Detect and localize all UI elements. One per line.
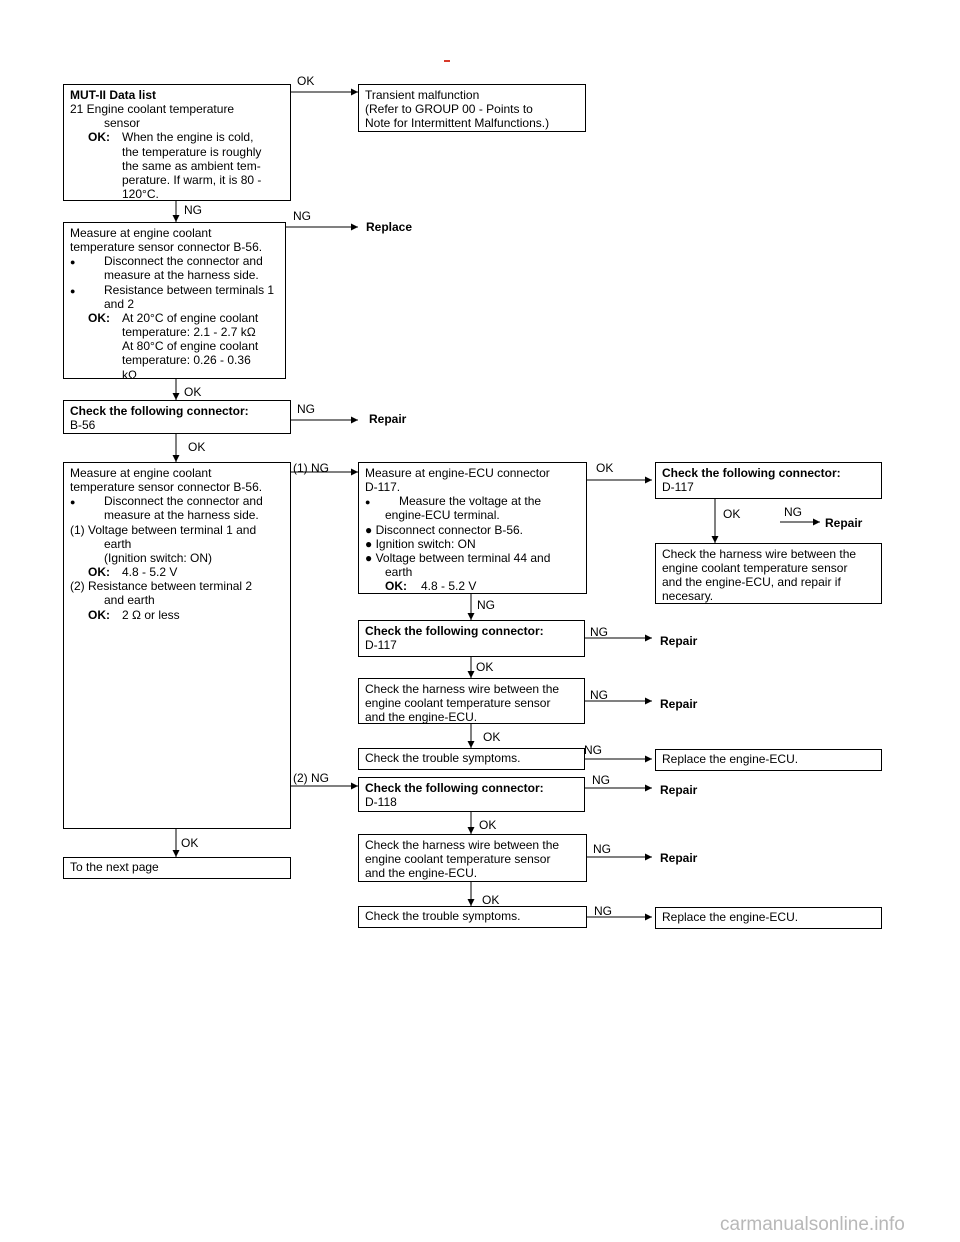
step-text: Replace the engine-ECU. (662, 752, 799, 766)
branch-ok-label: OK (483, 730, 501, 744)
step-check-connector-d117-a (655, 462, 882, 499)
step-text: Measure at engine coolant (70, 466, 212, 480)
step-text: Replace the engine-ECU. (662, 910, 799, 924)
step-text: engine coolant temperature sensor (365, 852, 551, 867)
outcome-repair: Repair (660, 783, 698, 797)
step-title: MUT-II Data list (70, 88, 157, 102)
outcome-replace: Replace (366, 220, 413, 234)
step-transient-malfunction (358, 84, 586, 132)
bullet-item: ● Resistance between terminals 1 (70, 283, 279, 297)
step-text: Check the trouble symptoms. (365, 909, 521, 923)
step-title: Check the following connector: (365, 781, 544, 795)
ok-criteria-text: At 80°C of engine coolant (122, 339, 259, 354)
step-text: and the engine-ECU. (365, 710, 478, 725)
branch-ng-label: (2) NG (293, 771, 329, 785)
step-check-harness-b (358, 834, 587, 882)
step-text: Transient malfunction (365, 88, 480, 102)
branch-ng-label: NG (584, 743, 602, 757)
ok-criteria-label: OK: (88, 130, 110, 145)
bullet-item: ● Ignition switch: ON (365, 536, 476, 551)
step-text: 21 Engine coolant temperature (70, 102, 235, 117)
branch-ok-label: OK (188, 440, 206, 454)
outcome-repair: Repair (660, 851, 698, 865)
branch-ok-label: OK (476, 660, 494, 674)
step-title: Check the following connector: (662, 466, 841, 480)
branch-ok-label: OK (723, 507, 741, 521)
branch-ng-label: NG (784, 505, 802, 519)
outcome-repair: Repair (825, 516, 863, 530)
ok-criteria-text: the same as ambient tem- (122, 158, 261, 173)
ok-criteria-text: When the engine is cold, (122, 130, 254, 145)
branch-ng-label: NG (297, 402, 315, 416)
branch-ng-label: NG (477, 598, 495, 612)
branch-ng-label: NG (590, 688, 608, 702)
ok-criteria-text: At 20°C of engine coolant (122, 310, 259, 325)
numbered-item: (2) Resistance between terminal 2 (70, 579, 253, 594)
branch-ng-label: NG (293, 209, 311, 223)
branch-ng-label: NG (590, 625, 608, 639)
step-text: To the next page (70, 860, 159, 874)
step-measure-sensor-voltage (63, 462, 291, 829)
step-title: Check the following connector: (365, 624, 544, 638)
step-title: Check the following connector: (70, 404, 249, 418)
branch-ng-label: NG (592, 773, 610, 787)
numbered-item: (1) Voltage between terminal 1 and (70, 522, 257, 537)
ok-criteria-label: OK: (88, 310, 110, 325)
step-text: and the engine-ECU. (365, 866, 478, 881)
step-check-trouble-symptoms-b (358, 906, 587, 928)
step-text: temperature sensor connector B-56. (70, 240, 263, 255)
step-check-harness-a (358, 678, 585, 724)
ok-criteria-text: temperature: 0.26 - 0.36 (122, 353, 251, 368)
ok-criteria-text: 2 Ω or less (122, 607, 180, 622)
step-next-page (63, 857, 291, 879)
step-text: temperature sensor connector B-56. (70, 480, 263, 495)
ok-criteria-label: OK: (385, 579, 407, 594)
step-measure-sensor-resistance (63, 222, 286, 382)
step-check-connector-b56 (63, 400, 291, 434)
bullet-item-cont: measure at the harness side. (104, 508, 259, 523)
step-text: Check the trouble symptoms. (365, 751, 521, 765)
bullet-text: Measure the voltage at the (399, 494, 542, 509)
step-text: D-117. (365, 480, 401, 495)
branch-ok-label: OK (479, 818, 497, 832)
step-mut-data-list (63, 84, 291, 201)
bullet-text: Disconnect connector B-56. (375, 522, 524, 537)
ok-criteria-text: 120°C. (122, 187, 159, 202)
step-text: Check the harness wire between the (662, 547, 857, 561)
outcome-repair: Repair (369, 412, 407, 426)
step-text: D-117 (365, 638, 397, 653)
step-check-harness-repair (655, 543, 882, 604)
ok-criteria-label: OK: (88, 607, 110, 622)
step-text: and the engine-ECU, and repair if (662, 575, 841, 590)
branch-ok-label: OK (596, 461, 614, 475)
bullet-item-cont: earth (385, 565, 413, 580)
step-text: Measure at engine-ECU connector (365, 466, 550, 480)
ok-criteria-text: temperature: 2.1 - 2.7 kΩ (122, 325, 256, 340)
bullet-item-cont: measure at the harness side. (104, 268, 259, 283)
bullet-item (365, 494, 580, 508)
ok-criteria-text: 4.8 - 5.2 V (122, 565, 178, 580)
step-text: D-118 (365, 795, 397, 810)
watermark: carmanualsonline.info (720, 1214, 905, 1235)
step-text: Measure at engine coolant (70, 226, 212, 240)
branch-ok-label: OK (184, 385, 202, 399)
outcome-repair: Repair (660, 634, 698, 648)
step-text: sensor (104, 116, 141, 131)
step-check-connector-d118 (358, 777, 585, 812)
step-measure-ecu-connector (358, 462, 587, 594)
bullet-text: Ignition switch: ON (375, 536, 476, 551)
bullet-item: ● Disconnect the connector and (70, 254, 279, 268)
ok-criteria-text: perature. If warm, it is 80 - (122, 172, 262, 187)
bullet-text: Voltage between terminal 44 and (375, 550, 551, 565)
branch-ng-label: NG (184, 203, 202, 217)
ok-criteria-text: kΩ (122, 367, 137, 382)
branch-ok-label: OK (297, 74, 315, 88)
outcome-repair: Repair (660, 697, 698, 711)
step-text: Note for Intermittent Malfunctions.) (365, 116, 550, 131)
branch-ok-label: OK (181, 836, 199, 850)
ok-criteria-text: the temperature is roughly (122, 144, 262, 159)
numbered-item-cont: (Ignition switch: ON) (104, 550, 213, 565)
numbered-item-cont: earth (104, 536, 132, 551)
step-text: necesary. (662, 589, 714, 604)
step-text: engine coolant temperature sensor (662, 561, 848, 576)
step-text: Check the harness wire between the (365, 682, 560, 696)
bullet-item: ● Voltage between terminal 44 and (365, 550, 551, 565)
ok-criteria-label: OK: (88, 565, 110, 580)
bullet-item-cont: engine-ECU terminal. (385, 508, 500, 523)
step-text: D-117 (662, 480, 694, 495)
step-text: B-56 (70, 418, 96, 433)
bullet-item: ● Disconnect connector B-56. (365, 522, 524, 537)
branch-ng-label: NG (594, 904, 612, 918)
bullet-item-cont: and 2 (104, 296, 135, 311)
numbered-item-cont: and earth (104, 593, 155, 608)
bullet-item: ● Disconnect the connector and (70, 494, 284, 508)
step-text: engine coolant temperature sensor (365, 696, 551, 711)
ok-criteria-text: 4.8 - 5.2 V (421, 579, 477, 594)
step-text: Check the harness wire between the (365, 838, 560, 852)
branch-ng-label: NG (593, 842, 611, 856)
branch-ng-label: (1) NG (293, 461, 329, 475)
step-check-trouble-symptoms-a (358, 748, 585, 770)
branch-ok-label: OK (482, 893, 500, 907)
step-check-connector-d117-b (358, 620, 585, 657)
step-replace-ecu-b (655, 907, 882, 929)
step-text: (Refer to GROUP 00 - Points to (365, 102, 533, 117)
step-replace-ecu-a (655, 749, 882, 771)
